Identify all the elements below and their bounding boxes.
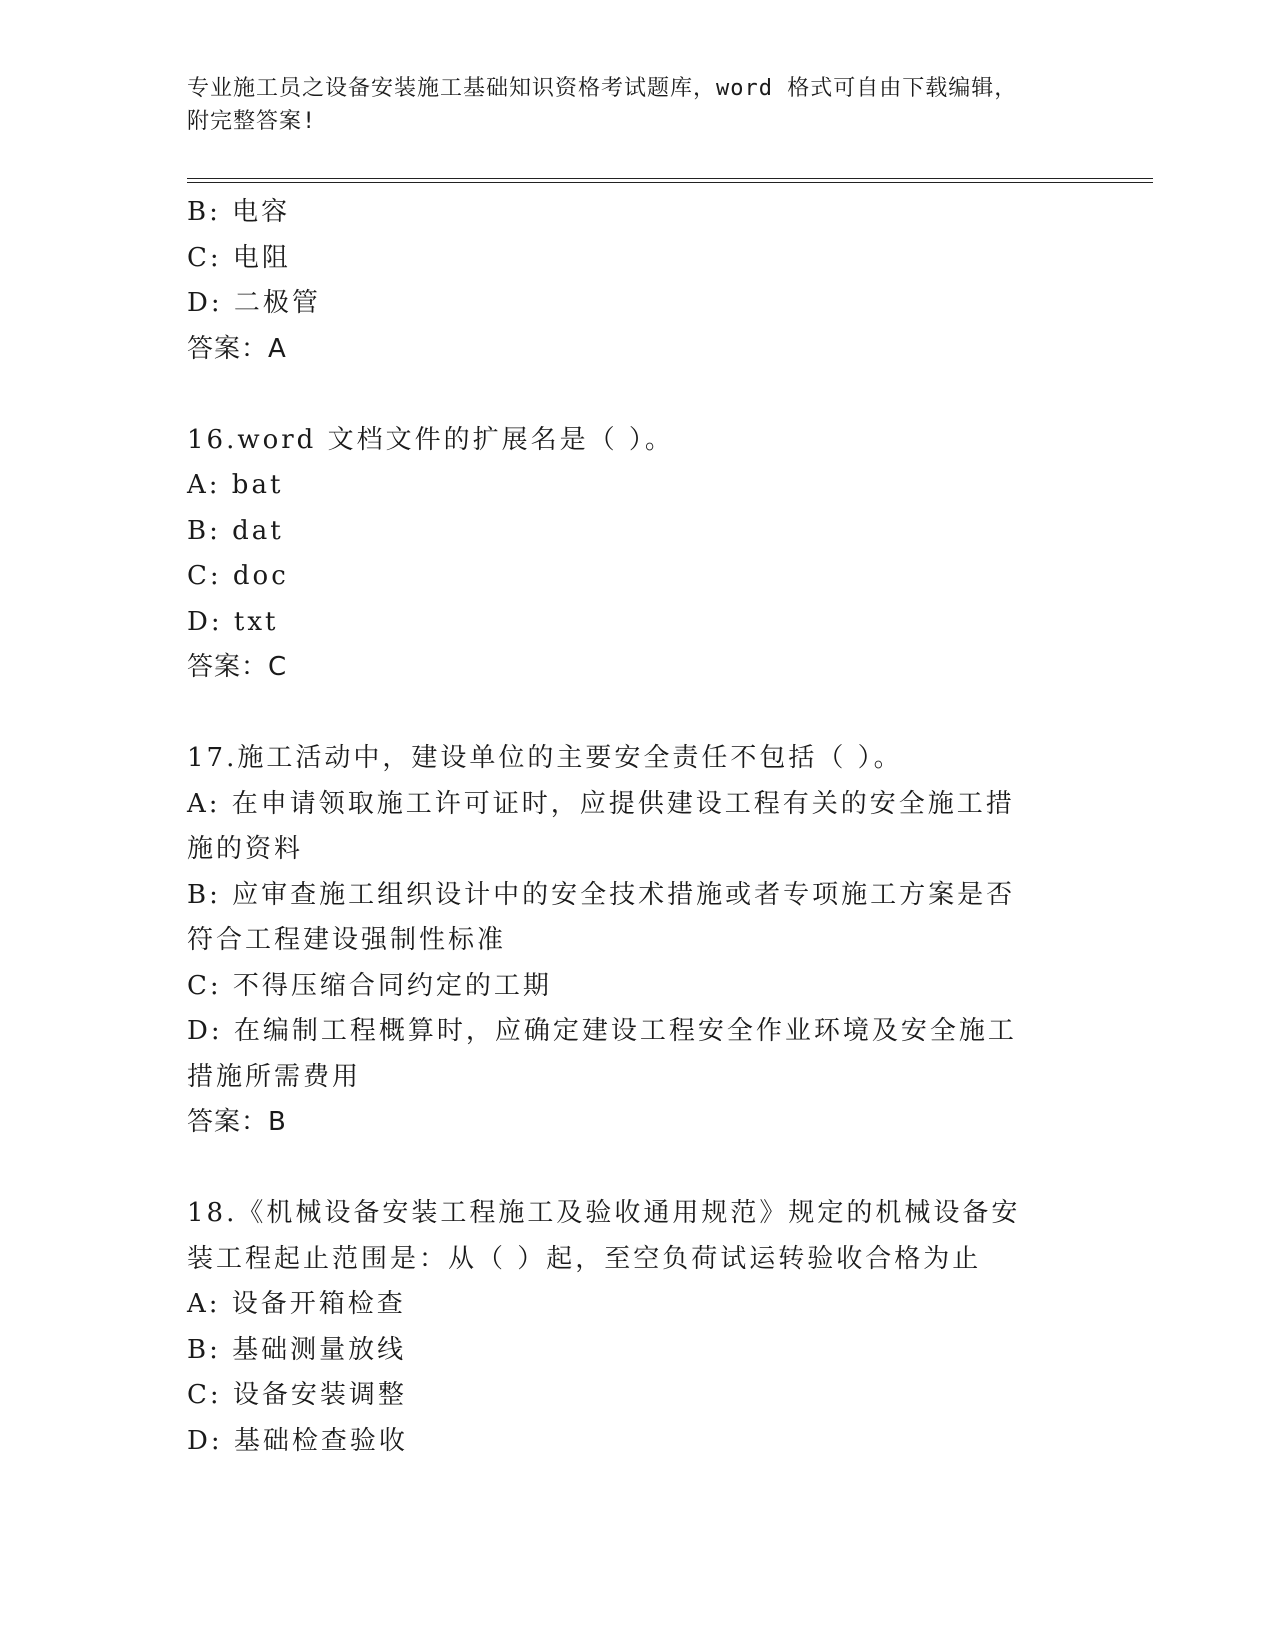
question-content (187, 190, 1087, 1464)
header-divider (187, 178, 1153, 183)
spacer (187, 1146, 1087, 1192)
option-d: D: 二极管 (187, 288, 321, 318)
option-d: D: 在编制工程概算时，应确定建设工程安全作业环境及安全施工措施所需费用 (187, 1016, 1017, 1092)
spacer (187, 372, 1087, 418)
option-b: B: dat (187, 515, 284, 546)
option-c: C: 不得压缩合同约定的工期 (187, 970, 552, 1001)
document-header (187, 72, 1087, 138)
option-a: A: 设备开箱检查 (187, 1289, 406, 1319)
option-c: C: 设备安装调整 (187, 1380, 407, 1410)
prev-question-block (187, 190, 1087, 372)
question-stem: 18.《机械设备安装工程施工及验收通用规范》规定的机械设备安装工程起止范围是：从（ ）起，至空负荷试运转验收合格为止 (187, 1198, 1021, 1274)
question-17 (187, 736, 1087, 1146)
header-line-2: 附完整答案! (187, 109, 317, 134)
question-16 (187, 418, 1087, 691)
header-line-1: 专业施工员之设备安装施工基础知识资格考试题库，word 格式可自由下载编辑， (187, 76, 1018, 101)
answer: 答案：A (187, 333, 287, 364)
option-d: D: 基础检查验收 (187, 1425, 408, 1456)
option-c: C: 电阻 (187, 242, 291, 273)
answer: 答案：C (187, 652, 288, 682)
option-b: B: 电容 (187, 197, 291, 227)
question-stem: 16.word 文档文件的扩展名是（ ）。 (187, 424, 674, 455)
answer: 答案：B (187, 1107, 287, 1137)
question-18 (187, 1191, 1087, 1464)
option-b: B: 应审查施工组织设计中的安全技术措施或者专项施工方案是否符合工程建设强制性标准 (187, 879, 1016, 955)
spacer (187, 691, 1087, 737)
option-a: A: 在申请领取施工许可证时，应提供建设工程有关的安全施工措施的资料 (187, 788, 1015, 864)
option-b: B: 基础测量放线 (187, 1334, 407, 1365)
question-stem: 17.施工活动中，建设单位的主要安全责任不包括（ ）。 (187, 743, 903, 773)
option-a: A: bat (187, 470, 284, 500)
option-c: C: doc (187, 561, 289, 591)
option-d: D: txt (187, 606, 279, 637)
